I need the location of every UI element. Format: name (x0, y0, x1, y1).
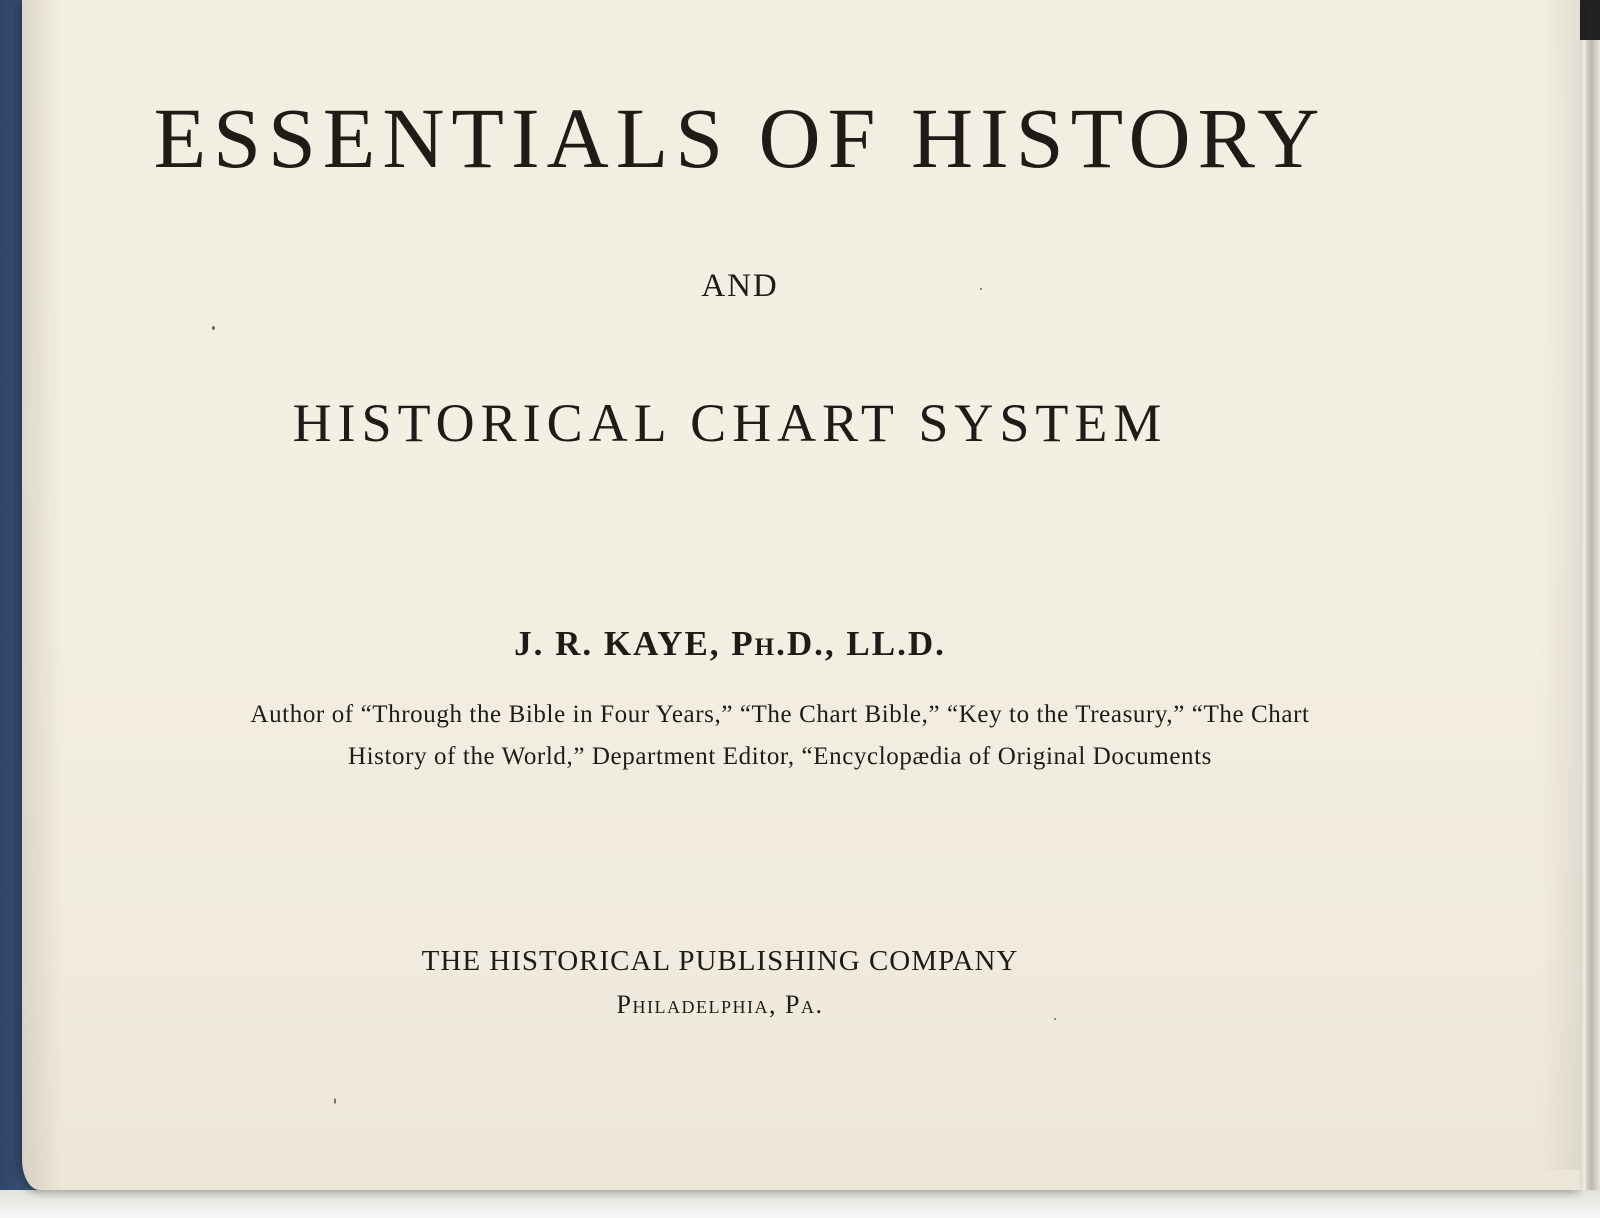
author-credits-line-1: Author of “Through the Bible in Four Years,” “The Chart Bible,” “Key to the Treasury,” “The Chart (250, 701, 1310, 728)
book-title: ESSENTIALS OF HISTORY (153, 90, 1327, 186)
paper-speck (980, 288, 982, 290)
page-gutter-shadow (22, 0, 62, 1190)
author-degrees: Ph.D., LL.D. (731, 624, 946, 663)
author-line (420, 624, 1040, 664)
paper-speck (1054, 1018, 1056, 1020)
paper-speck (212, 326, 215, 330)
table-surface (0, 1190, 1600, 1218)
publisher-name: THE HISTORICAL PUBLISHING COMPANY (421, 945, 1019, 977)
publisher-location: Philadelphia, Pa. (616, 990, 824, 1019)
title-conjunction: AND (701, 268, 779, 304)
paper-speck (334, 1098, 336, 1104)
page-stack-edge (1586, 0, 1600, 1218)
author-name: J. R. KAYE, (514, 624, 721, 663)
book-subtitle: HISTORICAL CHART SYSTEM (292, 393, 1168, 453)
author-credits-line-2: History of the World,” Department Editor, “Encyclopædia of Original Documents (347, 743, 1213, 770)
page-edge-shadow (1540, 0, 1580, 1170)
author-credits (40, 694, 1520, 778)
